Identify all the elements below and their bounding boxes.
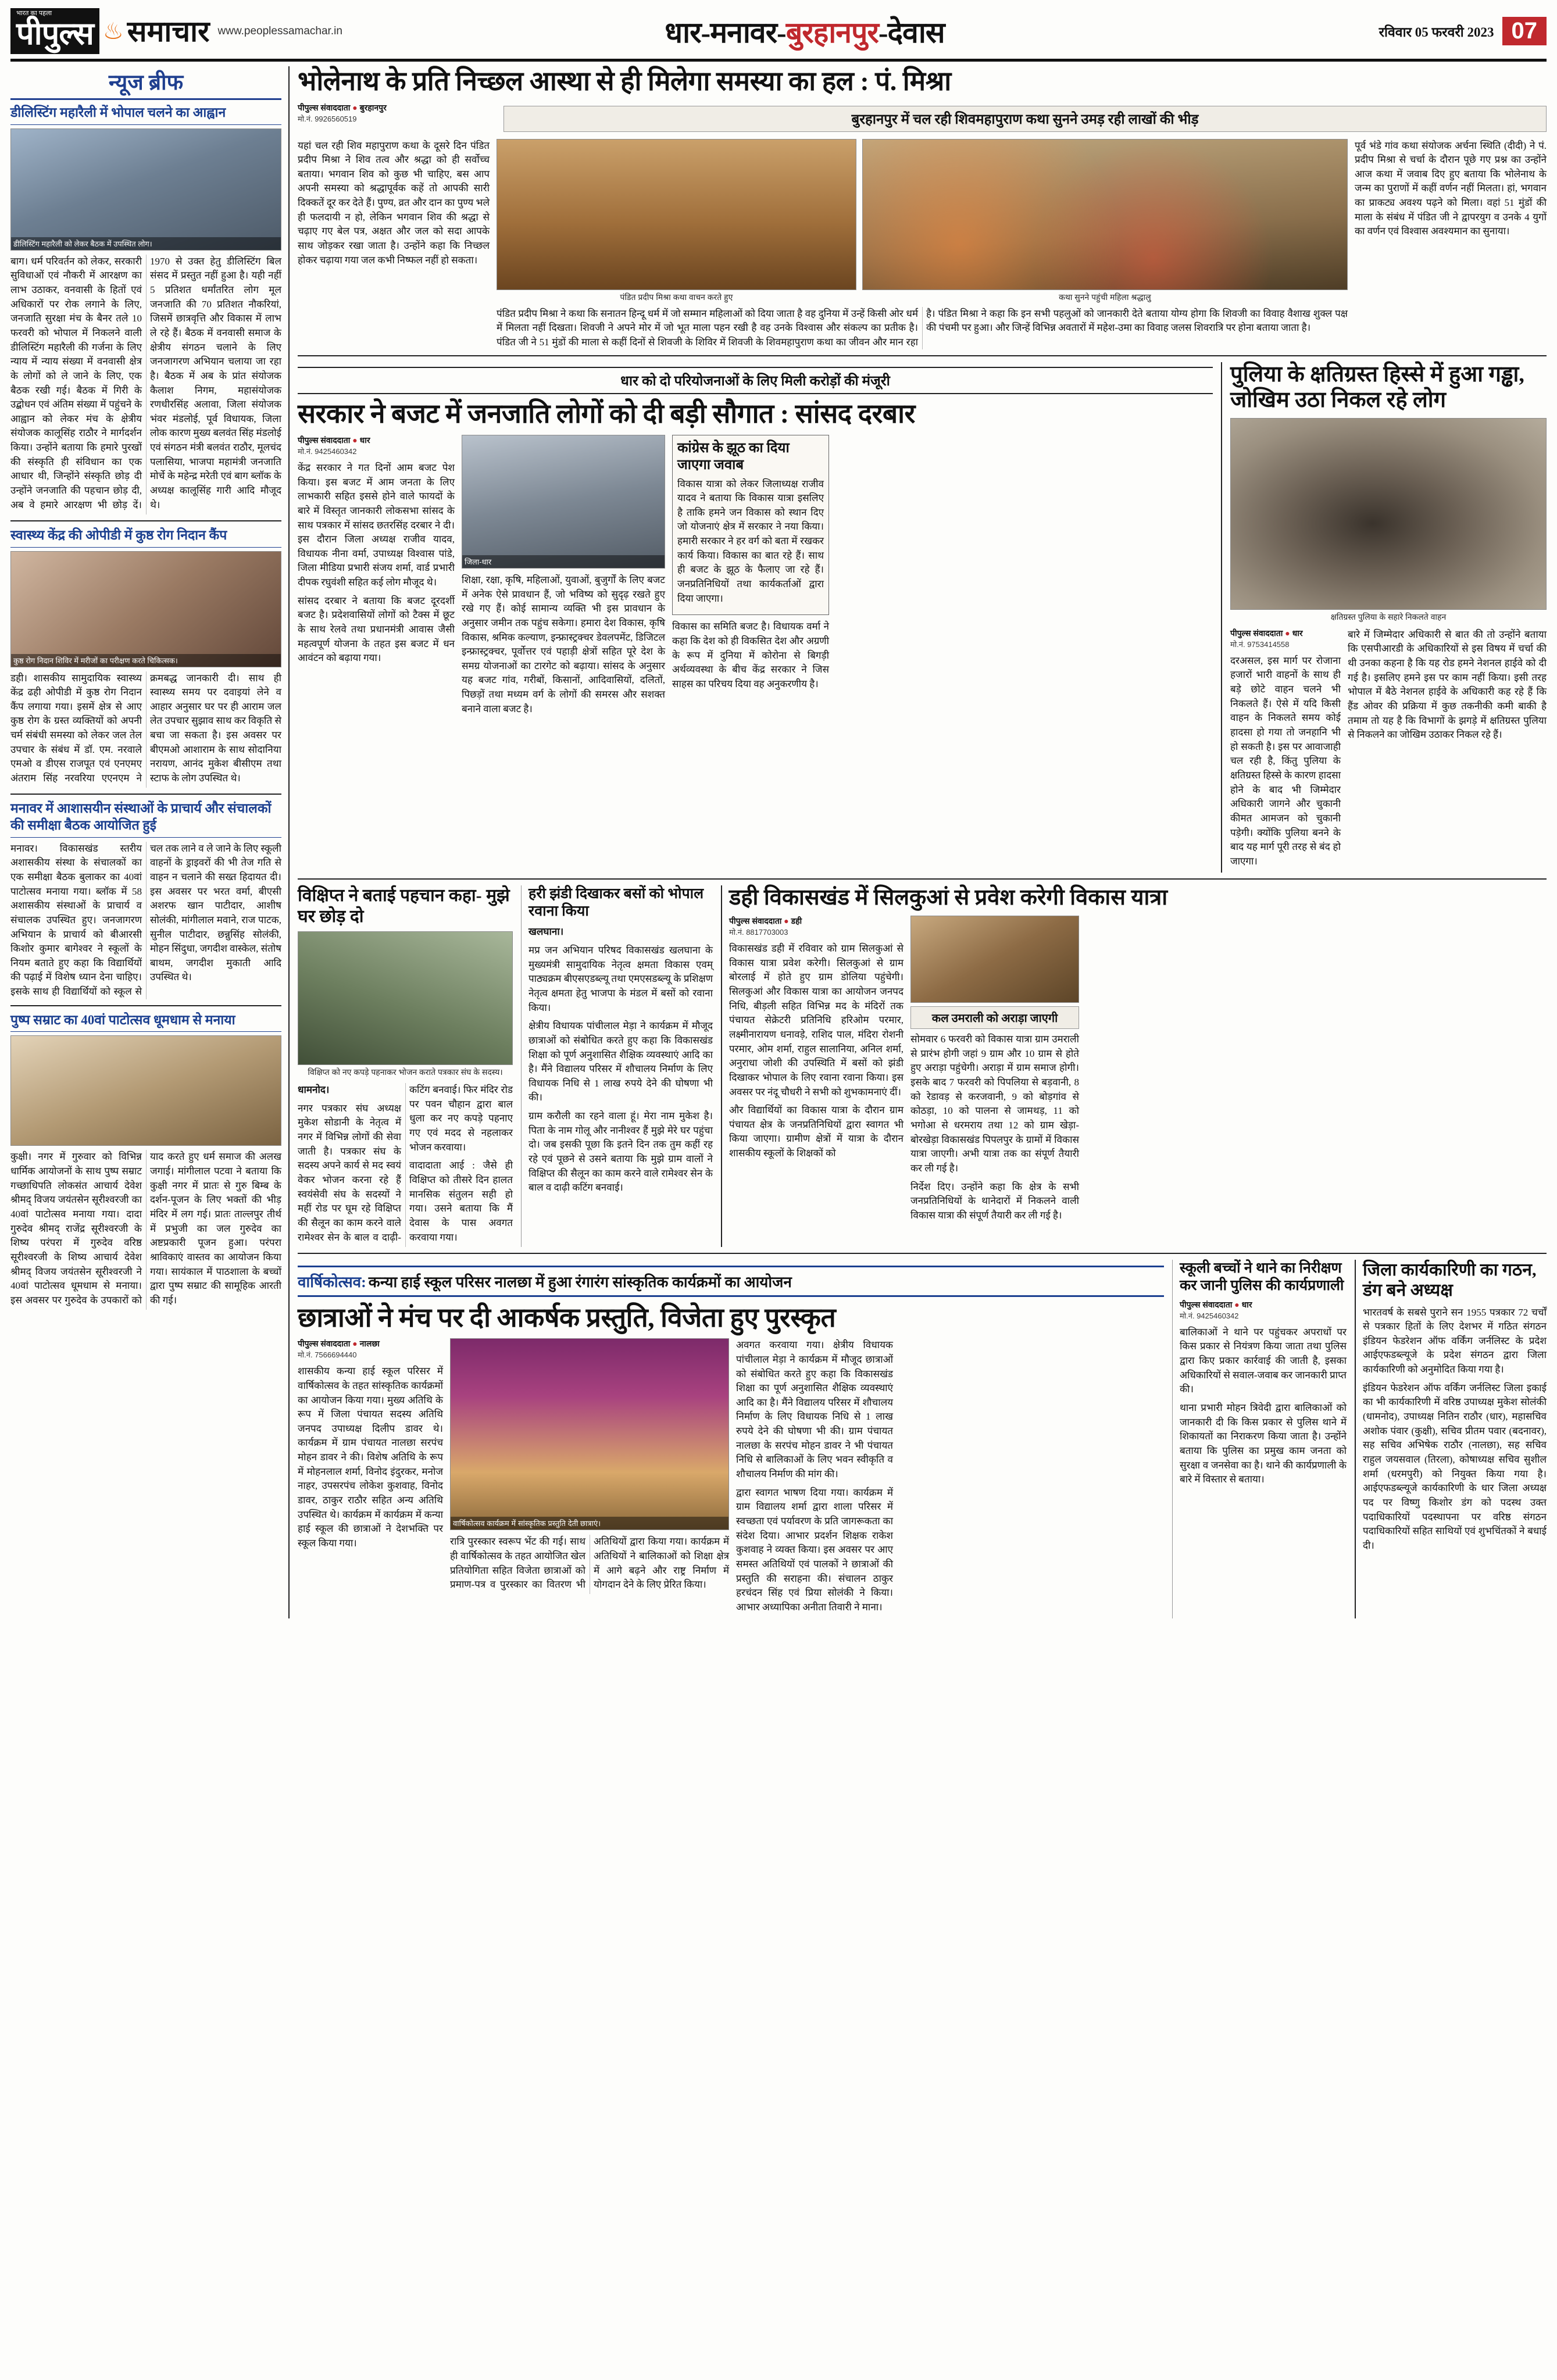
edition-part-2: बुरहानपुर: [785, 16, 879, 49]
dahi-side-text: सोमवार 6 फरवरी को विकास यात्रा ग्राम उमराली से प्रारंभ होगी जहां 9 ग्राम और 10 ग्राम से होते हुए अराड़ा पहुंचेगी। अराड़ा में ग्राम समाज होगी। इसके बाद 7 फरवरी को पिपलिया से बड़वानी, 8 को रेडावड़ से करजवानी, 9 को बोड़गांव से कोठड़ा, 10 को पालना से जामथड़, 11 को भगोआ से धरमराय तथा 12 को ग्राम खेड़ा-बोरखेड़ा विकासखंड पिपलपुर के ग्रामों में विकास यात्रा जाएगी। अभी यात्रा तक का संपूर्ण तैयारी कर ली गई है।: [910, 1034, 1079, 1174]
handicapped-text-3: वादादाता आई : जैसे ही विक्षिप्त को तीसरे दिन हालत मानसिक संतुलन सही हो गया। उसने बताया कि मैं देवास के पास अवगत करवाया गया।: [409, 1160, 513, 1243]
byline-name: पीपुल्स संवाददाता: [1230, 628, 1283, 638]
budget-mobile: मो.नं. 9425460342: [298, 446, 357, 456]
dahi-headline: डही विकासखंड में सिलकुआं से प्रवेश करेगी विकास यात्रा: [729, 885, 1168, 910]
photo-caption: जिला-धार: [462, 555, 665, 568]
brief-text-4: कुक्षी। नगर में गुरुवार को विभिन्न धार्मिक आयोजनों के साथ पुष्प सम्राट गच्छाधिपति लोकसंत आचार्य देवेश श्रीमद् विजय जयंतसेन सूरीश्वरजी का 40वां पाटोत्सव मनाया गया। दादा गुरुदेव श्रीमद् राजेंद्र सूरीश्वरजी के शिष्य परंपरा में गुरुदेव वरिष्ठ सूरीश्वरजी के शिष्य आचार्य देवेश श्रीमद् विजय जयंतसेन सूरीश्वरजी ने 40वां पाटोत्सव धूमधाम से मनाया। इस अवसर पर गुरुदेव के उपकारों को याद करते हुए धर्म समाज की अलख जगाई। मांगीलाल पटवा ने बताया कि कुक्षी नगर में प्रातः से गुरु बिम्ब के दर्शन-पूजन के लिए भक्तों की भीड़ मंदिर में लग गई। प्रातः ताल्लपुर तीर्थ में प्रभुजी का जल गुरुदेव का अष्टप्रकारी पूजन हुआ। परंपरा श्राविकाएं वास्तव का आयोजन किया गया। सायंकाल में पाठशाला के बच्चों द्वारा पुष्प सम्राट की सामूहिक आरती की गई।: [10, 1151, 281, 1306]
byline-bullet: ●: [1234, 1299, 1240, 1309]
pothole-text-1: बारे में जिम्मेदार अधिकारी से बात की तो उन्होंने बताया कि एसपीआरडी के अधिकारियों से इस विषय में चर्चा की थी उनका कहना है कि यह रोड हमने नेशनल हाईवे को दी गई है। इसलिए हमने इस पर काम नहीं किया। इसी तरह भोपाल में बैठे नेशनल हाईवे के अधिकारी कह रहे हैं कि हैंड ओवर की प्रक्रिया में कुछ तकनीकी कमी बाकी है तमाम तो यह है कि विभागों के झगड़े में क्षतिग्रस्त पुलिया से निकलने का जोखिम उठाकर निकल रहे हैं।: [1348, 628, 1547, 741]
logo: [10, 8, 342, 54]
lead-text-2: पंडित प्रदीप मिश्रा ने कथा कि सनातन हिन्दू धर्म में जो सम्मान महिलाओं को दिया जाता है वह दुनिया में उन्हें किसी ओर धर्म में मिलता नहीं दिखता। शिवजी ने अपने मोर में जो भूत माला पहन रखी है वह उनके विश्वास और संकल्प का प्रतीक है। पंडित जी ने 51 मुंडों की माला से कहीं दिनों से शिवजी के शिविर में शिवजी के शिवमहापुराण कथा का जीवन और मान रहा है। पंडित मिश्रा ने कहा कि इन सभी पहलुओं को जानकारी देते बताया योग्य होगा कि शिवजी का विवाह वैशाख शुक्ल पक्ष की पंचमी पर हुआ। और जिन्हें विभिन्न अवतारों में महेश-उमा का विवाह जलस शिवरात्रि पर होना बताया जाता है।: [497, 308, 1348, 348]
byline-place: धार: [359, 435, 370, 445]
byline-place: नालछा: [359, 1339, 380, 1349]
budget-story: [298, 362, 1213, 873]
story-handicapped: [298, 885, 513, 1246]
story-bus: [521, 885, 713, 1246]
lead-text-3: पूर्व भंडे गांव कथा संयोजक अर्चना स्थिति (दीदी) ने पं. प्रदीप मिश्रा से चर्चा के दौरान पूछे गए प्रश्न का उन्होंने आज कथा में जवाब दिए हुए बताया कि भोलेनाथ के जन्म का पुराणों में कहीं वर्णन नहीं मिलता। हां, भगवान का प्राकट्य अवश्य पढ़ने को मिला। वहां 51 मुंडों की माला के संबंध में पंडित जी ने द्वापरयुग व उनके 4 युगों का वर्णन एवं विश्वास अवश्यमान का सुनाया।: [1355, 140, 1547, 237]
dahi-mobile: मो.नं. 8817703003: [729, 928, 788, 937]
lead-text-1: यहां चल रही शिव महापुराण कथा के दूसरे दिन पंडित प्रदीप मिश्रा ने शिव तत्व और श्रद्धा को ही सर्वोच्च बताया। भगवान शिव को कुछ भी चाहिए, बस आप अपनी समस्या को श्रद्धापूर्वक कहें तो आपकी सारी दिक्कतें दूर कर देते हैं। पुण्य, व्रत और दान का पुण्य भले ही फलदायी न हो, लेकिन भगवान शिव की श्रद्धा से चढ़ाए गए बेल पत्र, अक्षत और जल को सदा आपके साथ जोड़कर रखा जाता है। उन्होंने कहा कि निच्छल होकर चढ़ाया गया जल कभी निष्फल नहीं हो सकता।: [298, 140, 490, 266]
dateline: धामनोद।: [298, 1084, 330, 1096]
brief-item-leprosy-camp: [10, 527, 281, 788]
anniversary-byline: [298, 1338, 443, 1349]
anniversary-story: [298, 1260, 1164, 1619]
lead-story: [298, 66, 1547, 349]
logo-samachar-text: समाचार: [127, 15, 210, 48]
dahi-text-2: और विद्यार्थियों का विकास यात्रा के दौरान ग्राम पंचायत क्षेत्र के जनप्रतिनिधियों द्वारा स्वागत भी किया जाएगा। ग्रामीण क्षेत्रों में यात्रा के दौरान शासकीय स्कूलों के शिक्षकों को: [729, 1105, 904, 1159]
byline-bullet: ●: [784, 916, 789, 926]
police-headline: स्कूली बच्चों ने थाने का निरीक्षण कर जानी पुलिस की कार्यप्रणाली: [1180, 1260, 1344, 1293]
pothole-text-2: दरअसल, इस मार्ग पर रोजाना हजारों भारी वाहनों के साथ ही बड़े छोटे वाहन चलने भी निकलते हैं। ऐसे में यदि किसी वाहन के निकलते समय कोई हादसा हो गया तो जनहानि भी हो सकती है। इस पर आवाजाही चल रही है, किंतु पुलिया के क्षतिग्रस्त हिस्से के कारण हादसा होने के बाद भी जिम्मेदार अधिकारी जागने और चुकानी कीमत आमजन को चुकानी पड़ेगी। क्योंकि पुलिया बनने के बाद यह मार्ग पूरी तरह से बंद हो जाएगा।: [1230, 655, 1341, 867]
handicapped-text-2: ग्राम करौली का रहने वाला हूं। मेरा नाम मुकेश है। पिता के नाम गोलू और नानीश्वर हैं मुझे मेरे घर पहुंचा दो। जब इसकी पूछा कि इतने दिन तक तुम कहीं रह रहे एवं पूछने से उसने बताया कि मुझे ग्राम वालों ने विक्षिप्त की सैलून का काम करने वाले रामेश्वर सेन के बाल व दाढ़ी कटिंग बनवाई।: [528, 1110, 713, 1193]
photo-caption: विक्षिप्त को नए कपड़े पहनाकर भोजन कराते पत्रकार संघ के सदस्य।: [308, 1067, 503, 1077]
byline-name: पीपुल्स संवाददाता: [298, 435, 351, 445]
committee-headline: जिला कार्यकारिणी का गठन, डंग बने अध्यक्ष: [1363, 1260, 1537, 1300]
bus-headline: हरी झंडी दिखाकर बसों को भोपाल रवाना किया: [528, 886, 704, 920]
photo-pandit-mishra: [497, 139, 856, 290]
logo-main-text: पीपुल्स: [16, 16, 94, 51]
byline-bullet: ●: [352, 102, 358, 112]
main-content-column: [290, 66, 1547, 1618]
brief-text-2: डही। शासकीय सामुदायिक स्वास्थ्य केंद्र ढही ओपीडी में कुष्ठ रोग निदान कैंप लगाया गया। इसमें क्षेत्र से आए कुष्ठ रोग के ग्रस्त व्यक्तियों को अपनी चर्म संबंधी समस्या को लेकर जल तेल उपचार के संबंध में डॉ. एम. नरवाले एमओ व डीएस राजपूत एवं एनएमए अंतराम सिंह नरवरिया एएनएम ने क्रमबद्ध जानकारी दी। साथ ही स्वास्थ्य समय पर दवाइयां लेने व आहार अनुसार घर पर ही आराम जल लेत उपचार सुझाव साथ कर विकृति से बचा जा सकता है। इस अवसर पर बीएमओ आशाराम के साथ सोदानिया नरायण, आनंद मुकेश बीसीएम तथा स्टाफ के लोग उपस्थित थे।: [10, 672, 281, 784]
dateline: खलघाना।: [528, 926, 564, 938]
photo-damaged-culvert: [1230, 418, 1547, 610]
byline-place: डही: [791, 916, 802, 926]
committee-text-1: भारतवर्ष के सबसे पुराने सन 1955 पत्रकार 72 चर्चों से पत्रकार हितों के लिए देशभर में गठित संगठन इंडियन फेडरेशन ऑफ वर्किंग जर्नलिस्ट के प्रदेश आईएफडब्ल्यूजे के प्रदेश संगठन द्वारा जिला कार्यकारिणी को अनुमोदित किया गया है।: [1363, 1306, 1547, 1375]
date-and-page: [1297, 17, 1547, 45]
anniversary-bar: [298, 1266, 1164, 1297]
brief-text-3: मनावर। विकासखंड स्तरीय अशासकीय संस्था के संचालकों का एक समीक्षा बैठक बुलाकर का 40वां पाटोत्सव मनाया गया। ब्लॉक में 58 अशासकीय संस्थाओं के प्राचार्य व संचालक उपस्थित हुए। जनजागरण अभियान के प्राचार्य को बीआरसी किशोर कुमार बागेश्वर ने स्कूलों के नियम बताते हुए कहा कि विद्यार्थियों की पढ़ाई में विशेष ध्यान देना चाहिए। इसके साथ ही विद्यार्थियों को स्कूल से चल तक लाने व ले जाने के लिए स्कूली वाहनों के ड्राइवरों की भी तेज गति से वाहन न चलाने की सख्त हिदायत दी। इस अवसर पर भरत वर्मा, बीएसी अशरफ खान पाटीदार, आशीष सोलंकी, मांगीलाल मवाने, राज पाटक, सुनील पाटीदार, छन्नुसिंह सोलंकी, मोहन सिंदुधा, जगदीश वास्केल, संतोष बाथम, जगदीश मुकाती आदि उपस्थित थे।: [10, 842, 281, 998]
masthead: [10, 8, 1547, 62]
dahi-side-box-title: कल उमराली को अराड़ा जाएगी: [910, 1006, 1079, 1029]
brief-item-delisting: [10, 105, 281, 514]
byline-place: धार: [1292, 628, 1303, 638]
lead-byline: [298, 102, 495, 113]
page-number: 07: [1502, 17, 1547, 45]
byline-name: पीपुल्स संवाददाता: [298, 102, 351, 112]
story-committee: [1355, 1260, 1547, 1619]
side-box-title: कांग्रेस के झूठ का दिया जाएगा जवाब: [677, 440, 790, 473]
edition-title: [313, 12, 1297, 51]
byline-bullet: ●: [1285, 628, 1290, 638]
edition-part-1: धार-मनावर-: [665, 16, 786, 49]
brief-item-patotsav: [10, 1012, 281, 1310]
budget-text-1b: सांसद दरबार ने बताया कि बजट दूरदर्शी बजट है। प्रदेशवासियों लोगों को टैक्स में छूट के साथ रेलवे तथा प्रधानमंत्री आवास जैसी महत्वपूर्ण योजना के तहत इस बजट में धन आवंटन को बढ़ाया गया।: [298, 595, 455, 664]
dahi-byline: [729, 916, 904, 927]
anniversary-text-2: रात्रि पुरस्कार स्वरूप भेंट की गई। साथ ही वार्षिकोत्सव के तहत आयोजित खेल प्रतियोगिता सहित विजेता छात्राओं को प्रमाण-पत्र व पुरस्कार का वितरण भी अतिथियों द्वारा किया गया। कार्यक्रम में अतिथियों ने बालिकाओं को शिक्षा क्षेत्र में आगे बढ़ने और राष्ट्र निर्माण में योगदान देने के लिए प्रेरित किया।: [450, 1536, 729, 1591]
lead-headline: भोलेनाथ के प्रति निच्छल आस्था से ही मिलेगा समस्या का हल : पं. मिश्रा: [298, 66, 951, 96]
brief-headline-1: डीलिस्टिंग महारैली में भोपाल चलने का आह्वान: [10, 105, 281, 125]
logo-box: [10, 8, 99, 54]
news-brief-title: न्यूज ब्रीफ: [10, 66, 281, 100]
handicapped-place: [298, 1083, 401, 1098]
photo-caption: क्षतिग्रस्त पुलिया के सहारे निकलते वाहन: [1330, 612, 1447, 621]
anniversary-text-1: शासकीय कन्या हाई स्कूल परिसर में वार्षिकोत्सव के तहत सांस्कृतिक कार्यक्रमों का आयोजन किया गया। मुख्य अतिथि के रूप में जिला पंचायत सदस्य अतिथि जनपद उपाध्यक्ष दिलीप डावर थे। कार्यक्रम में ग्राम पंचायत नालछा सरपंच मोहन डावर ने की। विशेष अतिथि के रूप में मोहनलाल शर्मा, विनोद इंदुरकर, मनोज नाहर, उपसरपंच लोकेश कुशवाह, विनोद डावर, ठाकुर राठौर सहित अन्य अतिथि उपस्थित थे। कार्यक्रम में कार्यक्रम में कन्या हाई स्कूल की छात्राओं ने देशभक्ति पर स्कूल किया गया।: [298, 1366, 443, 1549]
budget-text-2: शिक्षा, रक्षा, कृषि, महिलाओं, युवाओं, बुजुर्गों के लिए बजट में अनेक ऐसे प्रावधान हैं, जो भविष्य को सुदृढ़ रखते हुए रखे गए हैं। कोई सामान्य व्यक्ति भी इस प्रावधान के अनुसार जमीन तक पहुंच सकेगा। हमारा देश विकास, कृषि विकास, श्रमिक कल्याण, इन्फ्रास्ट्रक्चर डेवलपमेंट, डिजिटल इन्फ्रास्ट्रक्चर, पूर्वोत्तर एवं पहाड़ी क्षेत्रों सहित पूरे देश के समग्र योजनाओं का टारगेट को बढ़ाया। सांसद के अनुसार यह बजट गांव, गरीबों, किसानों, आदिवासियों, दलितों, पिछड़ों तथा मध्यम वर्ग के लोगों की समरस और सशक्त बनाने वाला बजट है।: [462, 574, 665, 714]
dahi-text-1: विकासखंड डही में रविवार को ग्राम सिलकुआं से विकास यात्रा प्रवेश करेगी। सिलकुआं से ग्राम बोरलाई में होते हुए ग्राम डोलिया पहुंचेगी। सिलकुआं और विकास यात्रा का आयोजन जनपद निधि, बीड़ली सहित विभिन्न मद के मंदिरों तक पंचायत सेक्रेटरी प्रतिनिधि हरिओम परमार, लक्ष्मीनारायण धनावड़े, राशिद पाल, मंदिरा रोशनी परमार, ओम शर्मा, राहुल सालानिया, अनिल शर्मा, अनुराधा जोशी की उपस्थिति में बसों को झंडी दिखाकर भोपाल के लिए रवाना रवाना किया। इस अवसर पर नंदू चौधरी ने सभी को शुभकामनाएं दीं।: [729, 943, 904, 1098]
photo-katha-crowd: [862, 139, 1348, 290]
brief-headline-2: स्वास्थ्य केंद्र की ओपीडी में कुष्ठ रोग निदान कैंप: [10, 527, 281, 548]
budget-text-1: केंद्र सरकार ने गत दिनों आम बजट पेश किया। इस बजट में आम जनता के लिए लाभकारी सहित इससे होने वाले फायदों के बारे में विस्तृत जानकारी लोकसभा सांसद के साथ पत्रकार में सांसद छतरसिंह दरबार ने दी। इस दौरान जिला अध्यक्ष राजीव यादव, विधायक नीना वर्मा, उपाध्यक्ष विश्वास पांडे, जिला मीडिया प्रभारी संजय शर्मा, वार्ड प्रभारी दीपक रघुवंशी सहित कई लोग मौजूद थे।: [298, 462, 455, 588]
story-police: [1172, 1260, 1347, 1619]
photo-journalists-help: [298, 931, 513, 1065]
photo-delisting-meeting: [10, 128, 281, 251]
anniversary-text-4: द्वारा स्वागत भाषण दिया गया। कार्यक्रम में ग्राम विद्यालय शर्मा द्वारा शाला परिसर में स्वच्छता एवं पर्यावरण के प्रति जागरूकता का संदेश दिया। आभार प्रदर्शन शिक्षक राकेश कुशवाह ने व्यक्त किया। इस अवसर पर आए समस्त अतिथियों एवं पालकों ने छात्राओं की प्रस्तुति की सराहना की। संचालन ठाकुर हरचंदन सिंह एवं प्रिया सोलंकी ने किया। आभार अध्यापिका अनीता तिवारी ने माना।: [736, 1486, 893, 1613]
pothole-byline: [1230, 628, 1341, 639]
handicapped-text-1: नगर पत्रकार संघ अध्यक्ष मुकेश सोडानी के नेतृत्व में नगर में विभिन्न लोगों की सेवा जाती है। पत्रकार संघ के सदस्य अपने कार्य से मद स्वयं वेकर भोजन करना रहे हैं स्वयंसेवी संघ के सदस्यों ने महीं रोड पर घूम रहे विक्षिप्त की सैलून का काम करने वाले रामेश्वर सेन के बाल व दाढ़ी-कटिंग बनवाई। फिर मंदिर रोड पर पवन चौहान द्वारा बाल धुला कर नए कपड़े पहनाए गए एवं मदद से नहलाकर भोजन करवाया।: [298, 1084, 513, 1243]
photo-vikas-yatra: [910, 916, 1079, 1003]
pothole-story: [1221, 362, 1547, 873]
photo-caption: कुष्ठ रोग निदान शिविर में मरीजों का परीक्षण करते चिकित्सक।: [11, 654, 281, 667]
police-text-1: बालिकाओं ने थाने पर पहुंचकर अपराधों पर किस प्रकार से नियंत्रण किया जाता तथा पुलिस द्वारा किए प्रकार कार्रवाई की जाती है, इसका अधिकारियों से सवाल-जवाब कर जानकारी प्राप्त की।: [1180, 1326, 1347, 1395]
handicapped-headline: विक्षिप्त ने बताई पहचान कहा- मुझे घर छोड़ दो: [298, 886, 510, 926]
police-mobile: मो.नं. 9425460342: [1180, 1311, 1239, 1320]
brief-headline-3: मनावर में आशासयीन संस्थाओं के प्राचार्य और संचालकों की समीक्षा बैठक आयोजित हुई: [10, 801, 281, 838]
byline-bullet: ●: [352, 435, 358, 445]
photo-caption: डीलिस्टिंग महारैली को लेकर बैठक में उपस्थित लोग।: [11, 237, 281, 250]
budget-text-3: विकास का समिति बजट है। विधायक वर्मा ने कहा कि देश को ही विकसित देश और अग्रणी के रूप में दुनिया में कोरोना से बिगड़ी अर्थव्यवस्था के बीच केंद्र सरकार ने जिस साहस का परिचय दिया वह अनुकरणीय है।: [672, 621, 829, 689]
police-text-2: थाना प्रभारी मोहन त्रिवेदी द्वारा बालिकाओं को जानकारी दी कि किस प्रकार से पुलिस थाने में शिकायतों का निराकरण किया जाता है। उन्होंने बताया कि पुलिस का प्रमुख काम जनता को सुरक्षा व जनसेवा का है। थाने की कार्यप्रणाली के बारे में विस्तार से बताया।: [1180, 1402, 1347, 1485]
pothole-mobile: मो.नं. 9753414558: [1230, 639, 1290, 649]
police-byline: [1180, 1299, 1347, 1310]
budget-byline: [298, 435, 455, 446]
photo-caption: कथा सुनने पहुंची महिला श्रद्धालु: [1059, 292, 1151, 302]
photo-health-camp: [10, 551, 281, 667]
lead-mobile: मो.नं. 9926560519: [298, 114, 357, 123]
anniversary-headline: छात्राओं ने मंच पर दी आकर्षक प्रस्तुति, विजेता हुए पुरस्कृत: [298, 1302, 836, 1332]
pothole-headline: पुलिया के क्षतिग्रस्त हिस्से में हुआ गड्ढा, जोखिम उठा निकल रहे लोग: [1230, 362, 1524, 413]
budget-headline: सरकार ने बजट में जनजाति लोगों को दी बड़ी सौगात : सांसद दरबार: [298, 399, 915, 429]
side-box-text: विकास यात्रा को लेकर जिलाध्यक्ष राजीव यादव ने बताया कि विकास यात्रा इसलिए है ताकि हमने जन विकास को स्थान दिए जो योजनाएं क्षेत्र में सरकार ने नया किया। हमारी सरकार ने हर वर्ग को बता में रखकर कार्य किया। विकास का बात रहे हैं। साथ ही बजट के झूठ के फैलाए जा रहे हैं। जनप्रतिनिधियों तथा कार्यकर्ताओं द्वारा दिया जाएगा।: [677, 478, 824, 604]
edition-part-3: -देवास: [878, 16, 945, 49]
photo-caption: वार्षिकोत्सव कार्यक्रम में सांस्कृतिक प्रस्तुति देती छात्राएं।: [451, 1517, 728, 1530]
photo-jain-acharya: [10, 1035, 281, 1146]
photo-press-conference: [462, 435, 665, 569]
photo-caption: पंडित प्रदीप मिश्रा कथा वाचन करते हुए: [620, 292, 733, 302]
brief-text-1: बाग। धर्म परिवर्तन को लेकर, सरकारी सुविधाओं एवं नौकरी में आरक्षण का लाभ उठाकर, वनवासी के हितों एवं अधिकारों पर रोक लगाने के लिए, जनजाति सुरक्षा मंच के बैनर तले 10 फरवरी को भोपाल में निकलने वाली डीलिस्टिंग महारैली की गर्जना के लिए न्याय में न्याय संख्या में वनवासी क्षेत्र के लोगों को ले जाने के लिए, एक बैठक रखी गई। बैठक में गिरी के उद्बोधन एवं अंतिम संख्या में पहुंचने के आह्वान को लेकर मंच के क्षेत्रीय संयोजक कालूसिंह राठौर ने मार्गदर्शन किया। उन्होंने बताया कि हमारे पुरखों की संस्कृति ही संविधान का एक आधार थी, जिन्होंने संस्कृति छोड़ दी उन्होंने जनजाति की पहचान छोड़ दी, अब वे हमारे आरक्षण भी छोड़ दें। 1970 से उक्त हेतु डीलिस्टिंग बिल संसद में प्रस्तुत नहीं हुआ है। यही नहीं 5 प्रतिशत धर्मांतरित लोग मूल जनजाति की 70 प्रतिशत नौकरियां, जिसमें छात्रवृत्ति और विकास में लाभ ले रहे हैं। बैठक में वनवासी समाज के क्षेत्रीय संगठन चलाने के लिए जनजागरण अभियान चलाया जा रहा है। बैठक में अब के प्रांत संयोजक कैलाश निगम, महासंयोजक रणधीरसिंह अलावा, जिला संयोजक भंवर मंडलोई, पूर्व विधायक, जिला लोक कारण मुख्य बलवंत सिंह मंडलोई एवं संगठन मंत्री बलवंत राठौर, मूलचंद पलासिया, भाजपा महामंत्री जनजाति मोर्चे के महेन्द्र मरेती एवं बाग ब्लॉक के अध्यक्ष कालूसिंह गारी आदि मौजूद थे।: [10, 255, 281, 510]
bus-text-3: क्षेत्रीय विधायक पांचीलाल मेड़ा ने कार्यक्रम में मौजूद छात्राओं को संबोधित करते हुए कहा कि विकासखंड शिक्षा को पूर्ण अनुशासित शैक्षिक व्यवस्थाएं आदि का है। मैंने विद्यालय परिसर में शौचालय निर्माण के लिए विधायक निधि से 1 लाख रुपये देने की घोषणा भी की।: [528, 1020, 713, 1103]
logo-tiny-text: भारत का पहला: [16, 10, 52, 17]
anniversary-label: वार्षिकोत्सव:: [298, 1273, 366, 1291]
byline-name: पीपुल्स संवाददाता: [729, 916, 782, 926]
brief-item-review-meeting: [10, 801, 281, 999]
anniversary-text-3: अवगत करवाया गया। क्षेत्रीय विधायक पांचीलाल मेड़ा ने कार्यक्रम में मौजूद छात्राओं को संबोधित करते हुए कहा कि विकासखंड शिक्षा का पूर्ण अनुशासित शैक्षिक व्यवस्थाएं आदि का है। मैंने विद्यालय परिसर में शौचालय निर्माण के लिए विधायक निधि से 1 लाख रुपये देने की घोषणा भी की। ग्राम पंचायत नालछा के सरपंच मोहन डावर ने भी पंचायत निधि से बालिकाओं के लिए भवन स्वीकृति व शौचालय निर्माण की मांग की।: [736, 1339, 893, 1480]
story-dahi: [721, 885, 1547, 1246]
byline-place: बुरहानपुर: [359, 102, 387, 112]
byline-name: पीपुल्स संवाददाता: [298, 1339, 351, 1349]
publication-date: रविवार 05 फरवरी 2023: [1379, 24, 1494, 40]
byline-name: पीपुल्स संवाददाता: [1180, 1299, 1233, 1309]
brief-headline-4: पुष्प सम्राट का 40वां पाटोत्सव धूमधाम से मनाया: [10, 1012, 281, 1032]
anniversary-subhead: कन्या हाई स्कूल परिसर नालछा में हुआ रंगारंग सांस्कृतिक कार्यक्रमों का आयोजन: [368, 1273, 792, 1291]
anniversary-mobile: मो.नं. 7566694440: [298, 1350, 357, 1360]
byline-place: धार: [1241, 1299, 1252, 1309]
news-brief-column: [10, 66, 290, 1618]
site-url[interactable]: www.peoplessamachar.in: [217, 24, 342, 37]
bus-text-2: मप्र जन अभियान परिषद विकासखंड खलघाना के मुख्यमंत्री सामुदायिक नेतृत्व क्षमता विकास एवम् पाठ्यक्रम बीएसएडब्ल्यू तथा एमएसडब्ल्यू के प्रशिक्षण नेतृत्व क्षमता हेतु भाजपा के मंडल में बसों को रवाना किया।: [528, 945, 713, 1013]
lead-strip-caption: बुरहानपुर में चल रही शिवमहापुराण कथा सुनने उमड़ रही लाखों की भीड़: [503, 106, 1547, 132]
dahi-text-3: निर्देश दिए। उन्होंने कहा कि क्षेत्र के सभी जनप्रतिनिधियों के थानेदारों में निकलने वाली विकास यात्रा की संपूर्ण तैयारी कर ली गई है।: [910, 1181, 1079, 1221]
byline-bullet: ●: [352, 1339, 358, 1349]
budget-side-box: [672, 435, 829, 615]
flame-icon: ♨: [102, 17, 124, 44]
budget-kicker: धार को दो परियोजनाओं के लिए मिली करोड़ों की मंजूरी: [298, 367, 1213, 394]
photo-cultural-program: [450, 1338, 729, 1530]
committee-text-2: इंडियन फेडरेशन ऑफ वर्किंग जर्नलिस्ट जिला इकाई का भी कार्यकारिणी में वरिष्ठ उपाध्यक्ष मुकेश सोलंकी (धामनोद), उपाध्यक्ष नितिन राठौर (धार), महासचिव अशोक पंवार (कुक्षी), सचिव प्रीतम पवार (बदनावर), सह सचिव अभिषेक राठौर (नालछा), सह सचिव राहुल जयसवाल (तिरला), कोषाध्यक्ष सचिव सुशील शर्मा (धरमपुरी) को नियुक्त किया गया है। आईएफडब्ल्यूजे कार्यकारिणी के धार जिला अध्यक्ष पद पर विष्णु किशोर डंग को पदस्थ उक्त पदाधिकारियों पदस्थापना पर वरिष्ठ संगठन पदाधिकारियों सहित साथियों एवं शुभचिंतकों ने बधाई दी।: [1363, 1382, 1547, 1551]
bus-text-1: [528, 925, 713, 939]
